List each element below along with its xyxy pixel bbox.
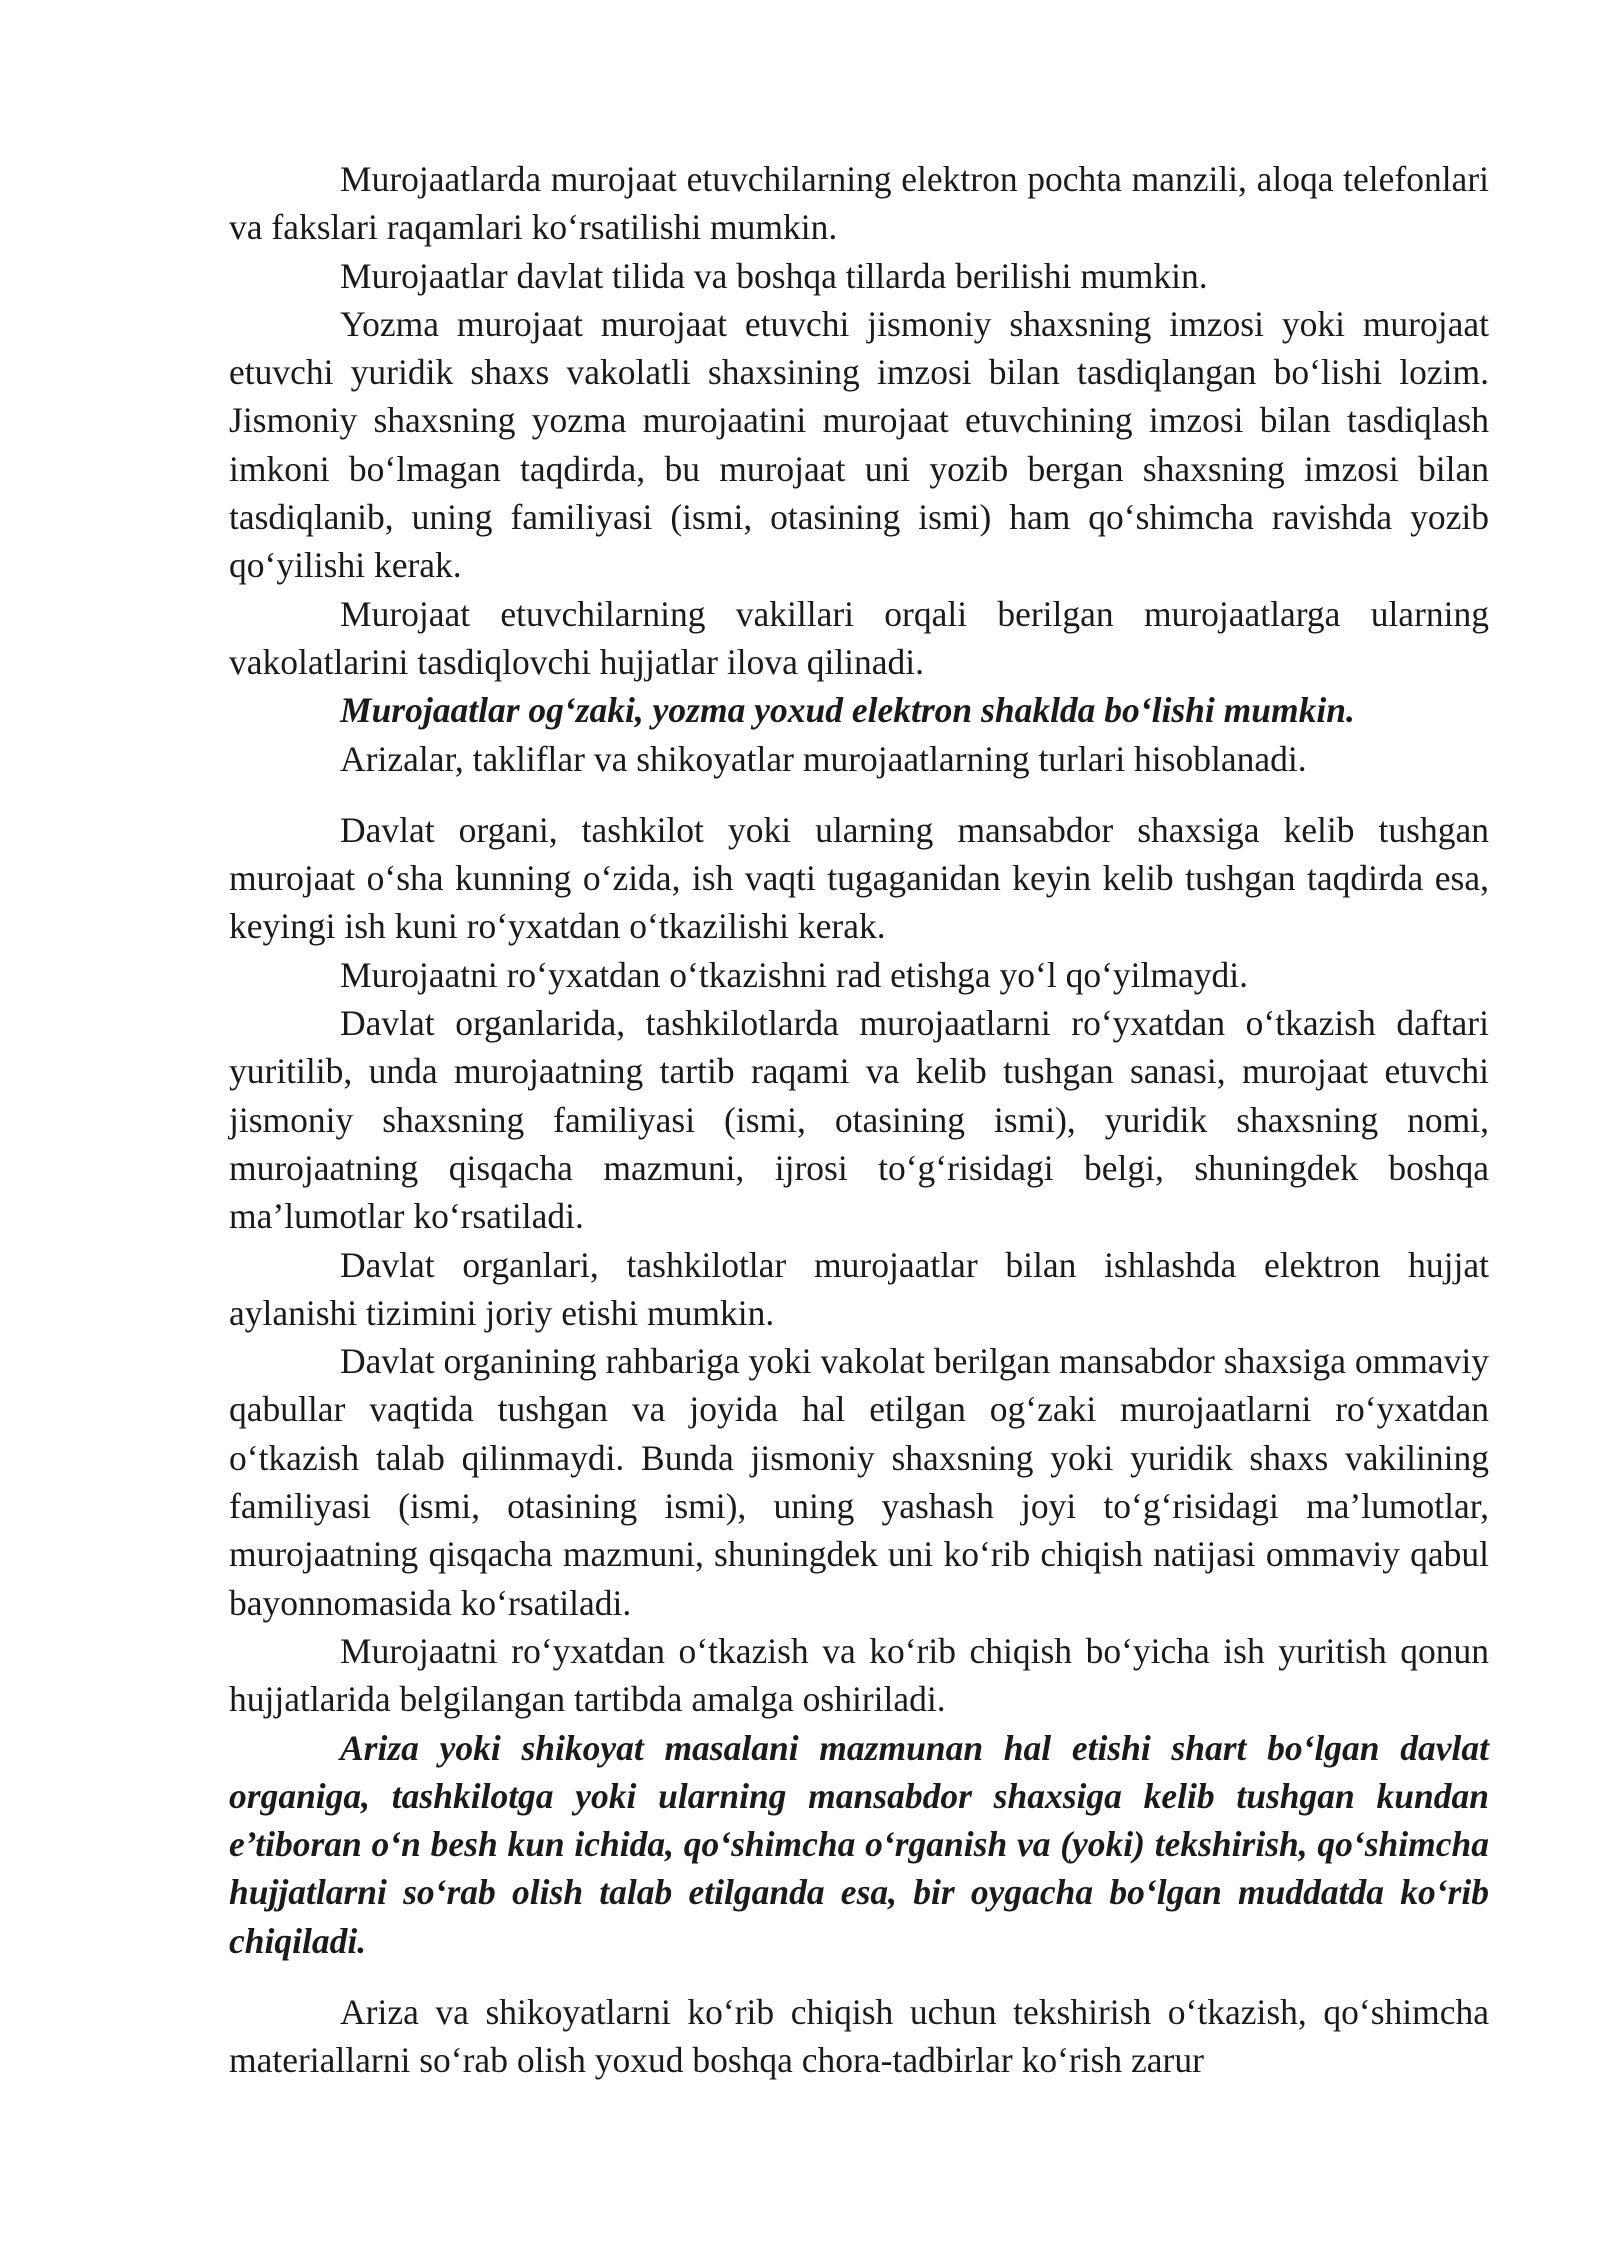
paragraph-registration-refusal: Murojaatni ro‘yxatdan o‘tkazishni rad etishga yo‘l qo‘yilmaydi. [340, 954, 1248, 995]
paragraph-types: Arizalar, takliflar va shikoyatlar murojaatlarning turlari hisoblanadi. [340, 738, 1307, 779]
paragraph-representatives: Murojaat etuvchilarning vakillari orqali berilgan murojaatlarga ularning vakolatlarini tasdiqlovchi hujjatlar ilova qilinadi. [229, 593, 1489, 682]
paragraph-review-deadline-emphasis: Ariza yoki shikoyat masalani mazmunan hal etishi shart bo‘lgan davlat organiga, tashkilotga yoki ularning mansabdor shaxsiga kelib tushgan kundan e’tiboran o‘n besh kun ichida, qo‘shimcha o‘rganish va (yoki) tekshirish, qo‘shimcha hujjatlarni so‘rab olish talab etilganda esa, bir oygacha bo‘lgan muddatda ko‘rib chiqiladi. [229, 1727, 1489, 1961]
paragraph-registration-book: Davlat organlarida, tashkilotlarda murojaatlarni ro‘yxatdan o‘tkazish daftari yuritilib, unda murojaatning tartib raqami va kelib tushgan sanasi, murojaat etuvchi jismoniy shaxsning familiyasi (ismi, otasining ismi), yuridik shaxsning nomi, murojaatning qisqacha mazmuni, ijrosi to‘g‘risidagi belgi, shuningdek boshqa ma’lumotlar ko‘rsatiladi. [229, 1003, 1489, 1237]
paragraph-forms-emphasis: Murojaatlar og‘zaki, yozma yoxud elektron shaklda bo‘lishi mumkin. [340, 690, 1355, 731]
paragraph-registration-timing: Davlat organi, tashkilot yoki ularning mansabdor shaxsiga kelib tushgan murojaat o‘sha kunning o‘zida, ish vaqti tugaganidan keyin kelib tushgan taqdirda esa, keyingi ish kuni ro‘yxatdan o‘tkazilishi kerak. [229, 809, 1489, 947]
paragraph-written-signature: Yozma murojaat murojaat etuvchi jismoniy shaxsning imzosi yoki murojaat etuvchi yuridik shaxs vakolatli shaxsining imzosi bilan tasdiqlangan bo‘lishi lozim. Jismoniy shaxsning yozma murojaatini murojaat etuvchining imzosi bilan tasdiqlash imkoni bo‘lmagan taqdirda, bu murojaat uni yozib bergan shaxsning imzosi bilan tasdiqlanib, uning familiyasi (ismi, otasining ismi) ham qo‘shimcha ravishda yozib qo‘yilishi kerak. [229, 303, 1489, 586]
paragraph-electronic-workflow: Davlat organlari, tashkilotlar murojaatlar bilan ishlashda elektron hujjat aylanishi tizimini joriy etishi mumkin. [229, 1244, 1489, 1333]
paragraph-languages: Murojaatlar davlat tilida va boshqa tillarda berilishi mumkin. [340, 255, 1208, 296]
document-page [229, 155, 1489, 2085]
paragraph-contact-details: Murojaatlarda murojaat etuvchilarning elektron pochta manzili, aloqa telefonlari va fakslari raqamlari ko‘rsatilishi mumkin. [229, 159, 1489, 248]
paragraph-record-keeping: Murojaatni ro‘yxatdan o‘tkazish va ko‘rib chiqish bo‘yicha ish yuritish qonun hujjatlarida belgilangan tartibda amalga oshiriladi. [229, 1630, 1489, 1720]
paragraph-review-inspection: Ariza va shikoyatlarni ko‘rib chiqish uchun tekshirish o‘tkazish, qo‘shimcha materiallarni so‘rab olish yoxud boshqa chora-tadbirlar ko‘rish zarur [229, 1991, 1489, 2081]
paragraph-public-reception: Davlat organining rahbariga yoki vakolat berilgan mansabdor shaxsiga ommaviy qabullar vaqtida tushgan va joyida hal etilgan og‘zaki murojaatlarni ro‘yxatdan o‘tkazish talab qilinmaydi. Bunda jismoniy shaxsning yoki yuridik shaxs vakilining familiyasi (ismi, otasining ismi), uning yashash joyi to‘g‘risidagi ma’lumotlar, murojaatning qisqacha mazmuni, shuningdek uni ko‘rib chiqish natijasi ommaviy qabul bayonnomasida ko‘rsatiladi. [229, 1341, 1489, 1623]
